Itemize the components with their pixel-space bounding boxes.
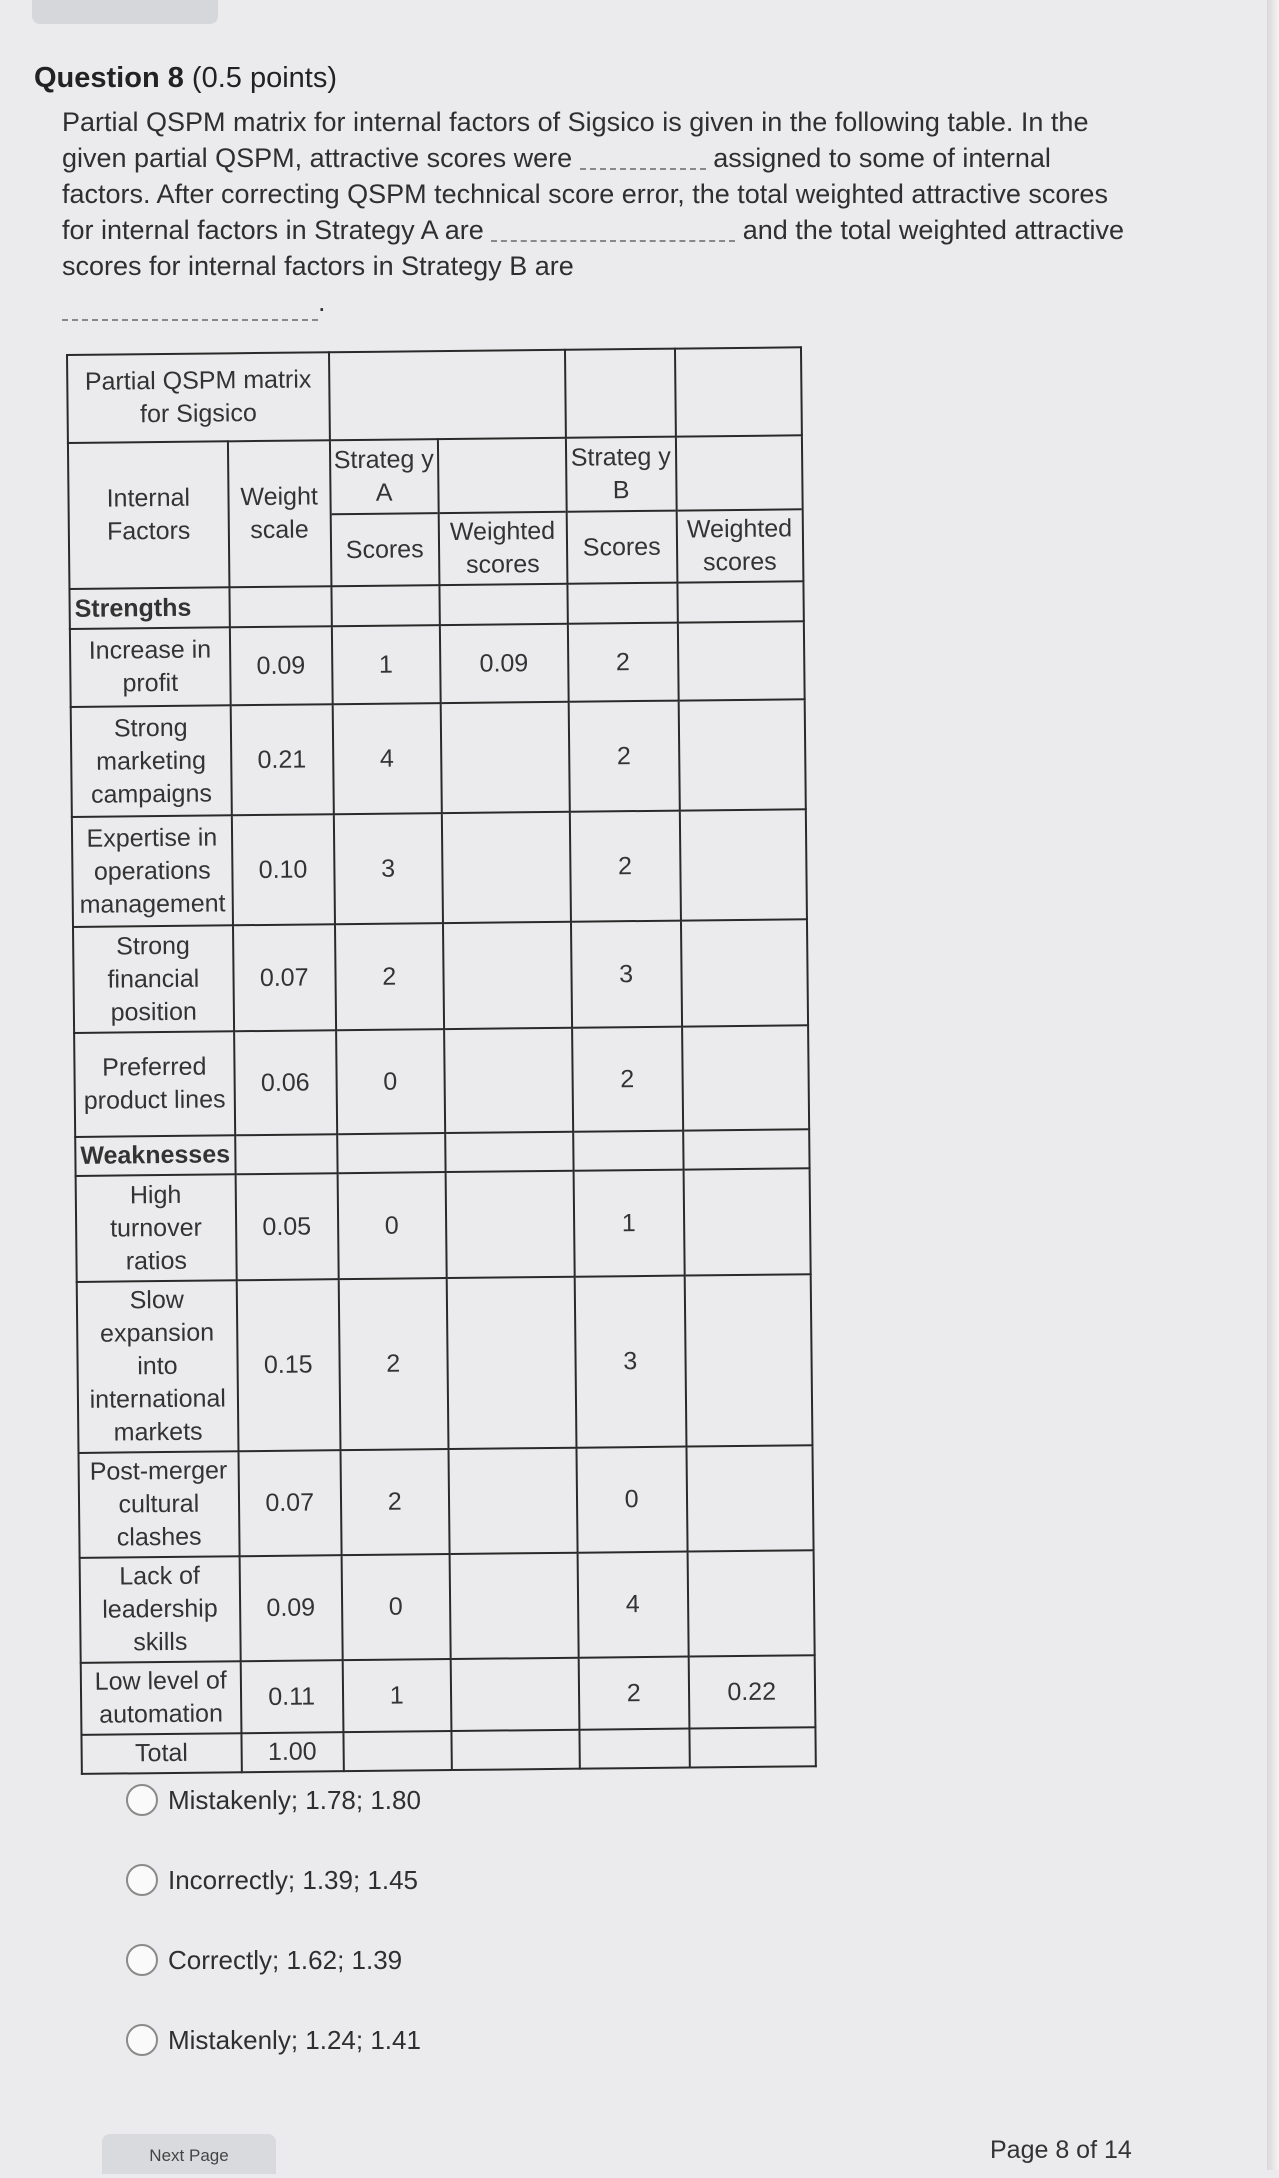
radio-button[interactable] [126, 1784, 158, 1816]
a-weighted [441, 812, 570, 923]
b-weighted [678, 699, 805, 810]
b-weighted [679, 809, 806, 920]
option-label[interactable]: Incorrectly; 1.39; 1.45 [168, 1864, 419, 1895]
a-score: 2 [335, 923, 444, 1030]
a-weighted [443, 922, 572, 1029]
table-row [76, 1168, 811, 1282]
option-label[interactable]: Mistakenly; 1.78; 1.80 [168, 1784, 421, 1815]
strategy-b-weighted-label: Weighted scores [686, 514, 793, 577]
factor-weight: 0.10 [231, 814, 334, 925]
a-weighted [445, 1171, 574, 1278]
factor-weight: 0.11 [240, 1660, 343, 1733]
factor-name: Low level of automation [81, 1661, 241, 1735]
page-edge [1267, 0, 1279, 2170]
empty-cell [567, 583, 677, 624]
table-row [73, 919, 808, 1033]
b-score: 3 [571, 921, 682, 1028]
factor-name: Lack of leadership skills [80, 1556, 241, 1663]
empty-cell [229, 586, 331, 627]
b-weighted [678, 621, 805, 700]
table-row [77, 1274, 812, 1453]
option-label[interactable]: Mistakenly; 1.24; 1.41 [168, 2024, 421, 2055]
empty-cell [329, 350, 566, 440]
a-score: 2 [340, 1449, 449, 1555]
next-page-button[interactable]: Next Page [102, 2134, 276, 2174]
answer-options [126, 1780, 421, 2100]
empty-cell [565, 349, 676, 438]
factor-name: Expertise in operations management [72, 815, 233, 927]
b-weighted: 0.22 [688, 1655, 815, 1728]
table-row [81, 1655, 815, 1735]
factor-name: Post-merger cultural clashes [79, 1451, 240, 1558]
factor-weight: 0.09 [230, 626, 333, 705]
a-score: 1 [332, 625, 441, 704]
total-weight: 1.00 [241, 1732, 343, 1772]
a-weighted [440, 702, 569, 813]
a-weighted [448, 1448, 577, 1554]
option-2[interactable] [126, 1860, 421, 1900]
header-internal-factors: Internal Factors [68, 441, 229, 589]
empty-cell [677, 581, 803, 622]
b-score: 4 [577, 1552, 688, 1658]
b-score: 1 [573, 1170, 684, 1277]
empty-cell [445, 1132, 573, 1172]
question-points: (0.5 points) [191, 62, 337, 94]
strategy-b-label: Strateg y B [567, 438, 676, 513]
empty-cell [439, 439, 566, 514]
empty-cell [573, 1131, 683, 1171]
table-row [72, 809, 807, 927]
factor-name: Increase in profit [70, 627, 230, 707]
a-weighted [449, 1553, 578, 1659]
empty-cell [343, 1731, 451, 1771]
option-label[interactable]: Correctly; 1.62; 1.39 [168, 1944, 403, 1975]
header-strategy-b-weighted [676, 435, 804, 582]
table-row [79, 1445, 814, 1558]
option-3[interactable] [126, 1940, 421, 1980]
a-weighted [444, 1028, 573, 1133]
section-strengths: Strengths [69, 587, 229, 629]
empty-cell [235, 1134, 337, 1174]
question-title [34, 62, 337, 95]
blank-2 [491, 222, 735, 242]
page-indicator: Page 8 of 14 [990, 2136, 1132, 2164]
empty-cell [677, 436, 802, 511]
strategy-b-scores-label: Scores [582, 532, 661, 562]
section-weaknesses: Weaknesses [75, 1135, 235, 1176]
qspm-table [66, 346, 816, 1775]
factor-weight: 0.07 [233, 924, 336, 1031]
factor-name: Strong marketing campaigns [71, 705, 232, 817]
factor-name: High turnover ratios [76, 1174, 237, 1282]
table-caption: Partial QSPM matrix for Sigsico [67, 352, 330, 443]
a-score: 4 [332, 703, 441, 814]
b-weighted [681, 919, 808, 1026]
empty-cell [331, 585, 439, 626]
factor-name: Strong financial position [73, 925, 234, 1033]
b-score: 0 [576, 1447, 687, 1553]
a-score: 0 [336, 1029, 445, 1134]
top-tab-bar [32, 0, 218, 24]
table-row [74, 1025, 809, 1137]
factor-name: Preferred product lines [74, 1031, 235, 1137]
b-score: 2 [569, 811, 680, 922]
a-score: 2 [338, 1278, 448, 1450]
table-row [80, 1550, 815, 1663]
empty-cell [579, 1729, 689, 1769]
question-text-part-3: and the total weighted attractive scores for internal factors in Strategy B are [62, 215, 1124, 281]
empty-cell [439, 584, 567, 625]
radio-button[interactable] [126, 1944, 158, 1976]
a-weighted [450, 1658, 579, 1731]
b-weighted [686, 1445, 813, 1551]
header-strategy-b [566, 437, 678, 584]
b-score: 3 [574, 1276, 686, 1448]
b-score: 2 [572, 1027, 683, 1132]
question-number: Question 8 [34, 62, 184, 94]
factor-weight: 0.07 [238, 1450, 341, 1556]
strategy-a-label: Strateg y A [331, 440, 438, 515]
b-weighted [682, 1025, 809, 1130]
empty-cell [337, 1133, 445, 1173]
header-strategy-a-weighted [438, 438, 568, 585]
a-score: 1 [342, 1659, 451, 1732]
empty-cell [675, 347, 802, 436]
a-score: 0 [341, 1554, 450, 1660]
question-text-part-1: Partial QSPM matrix for internal factors of Sigsico is given in the following table. In the given partial QSPM, attractive scores were [62, 107, 1089, 173]
header-weight-scale: Weight scale [228, 440, 332, 587]
strategy-a-weighted-label: Weighted scores [449, 516, 556, 579]
b-weighted [684, 1274, 812, 1446]
question-text-part-2: assigned to some of internal factors. After correcting QSPM technical score error, the total weighted attractive scores for internal factors in Strategy A are [62, 143, 1108, 245]
b-score: 2 [578, 1657, 689, 1730]
blank-3 [62, 301, 318, 321]
radio-button[interactable] [126, 1864, 158, 1896]
header-strategy-a [330, 439, 440, 586]
question-text-end: . [318, 287, 326, 317]
total-label: Total [81, 1733, 241, 1774]
factor-weight: 0.06 [234, 1030, 337, 1135]
factor-weight: 0.15 [236, 1279, 340, 1451]
factor-weight: 0.21 [230, 704, 333, 815]
b-score: 2 [568, 623, 679, 702]
factor-weight: 0.09 [239, 1555, 342, 1661]
strategy-a-scores-label: Scores [345, 534, 424, 564]
radio-button[interactable] [126, 2024, 158, 2056]
a-score: 3 [333, 813, 442, 924]
blank-1 [580, 150, 706, 170]
empty-cell [689, 1727, 815, 1767]
b-score: 2 [568, 701, 679, 812]
b-weighted [683, 1168, 810, 1275]
b-weighted [687, 1550, 814, 1656]
option-4[interactable] [126, 2020, 421, 2060]
table-row [71, 699, 806, 817]
option-1[interactable] [126, 1780, 421, 1820]
empty-cell [451, 1730, 579, 1770]
empty-cell [683, 1129, 809, 1169]
total-row [81, 1727, 815, 1774]
a-score: 0 [337, 1172, 446, 1279]
a-weighted: 0.09 [440, 624, 569, 703]
a-weighted [446, 1277, 576, 1449]
table-row [70, 621, 804, 707]
question-text [62, 104, 1132, 321]
factor-weight: 0.05 [235, 1173, 338, 1280]
factor-name: Slow expansion into international markets [77, 1280, 238, 1453]
